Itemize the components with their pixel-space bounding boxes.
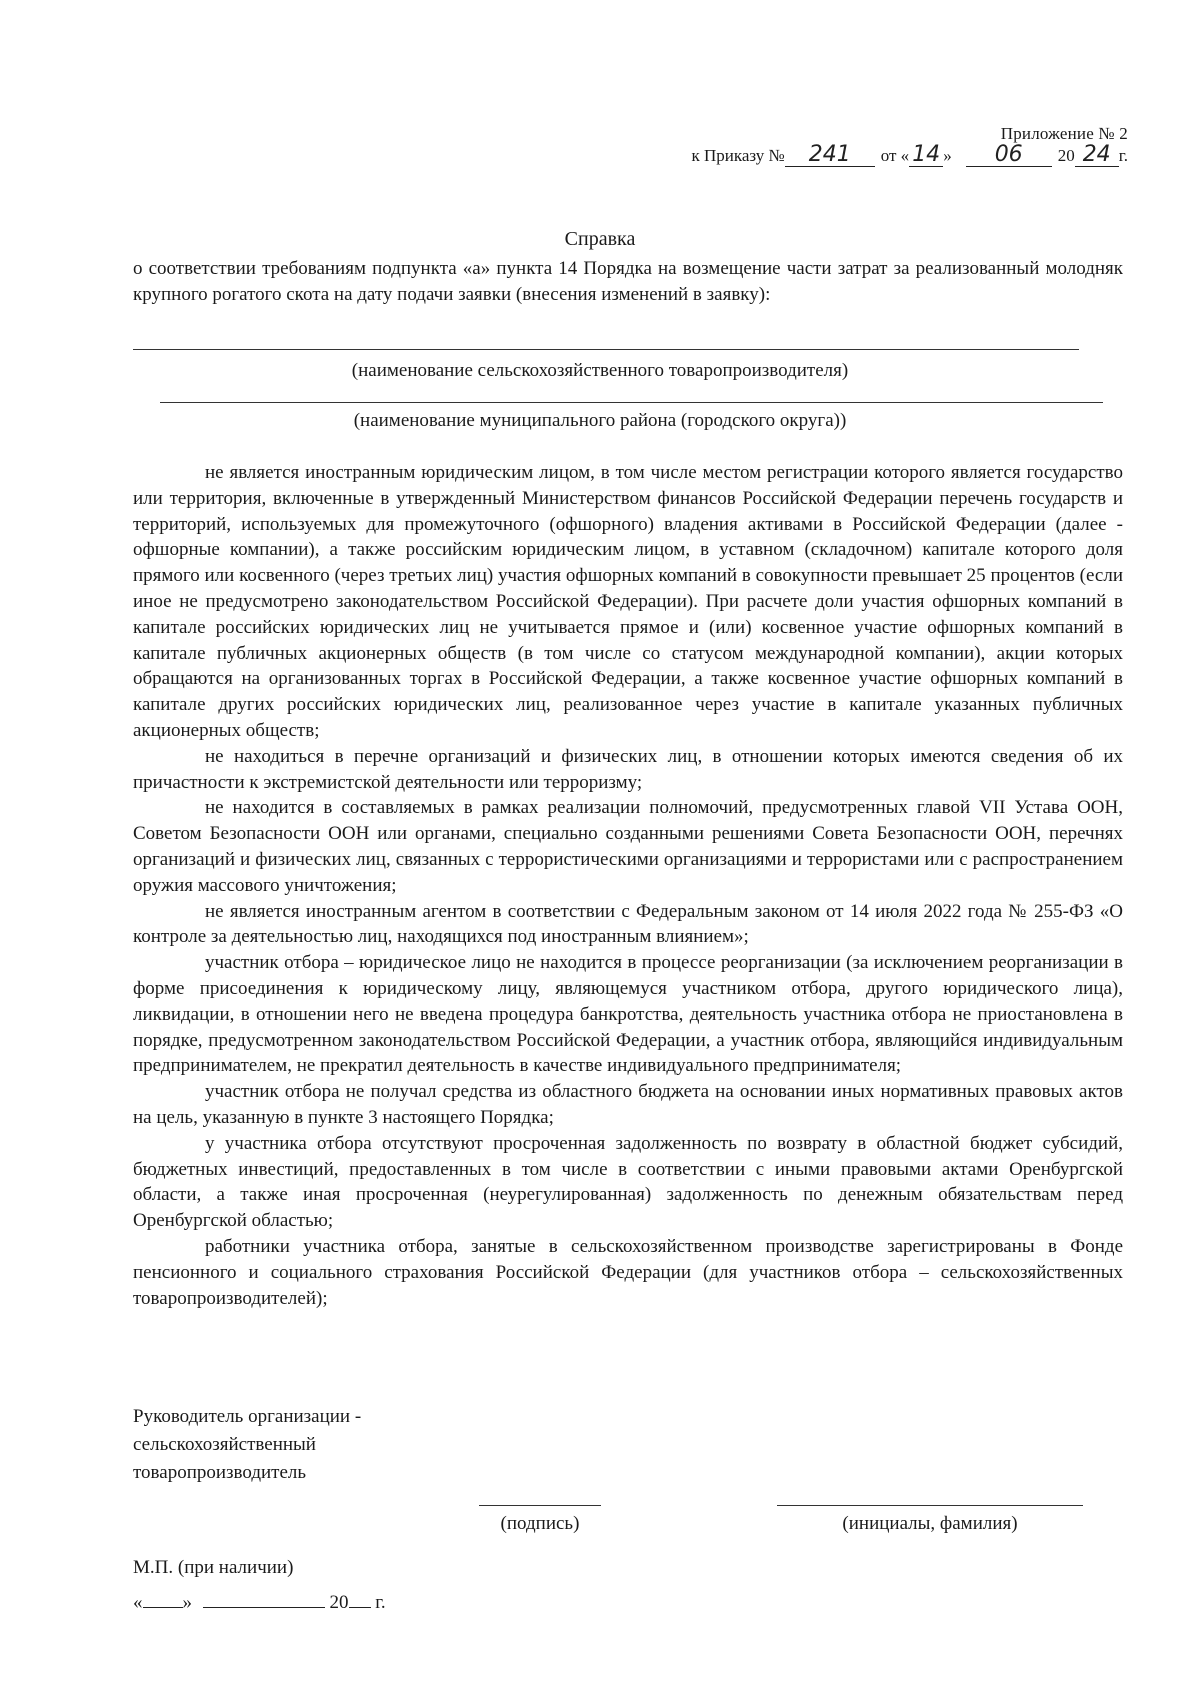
name-caption: (инициалы, фамилия)	[842, 1513, 1018, 1534]
order-day: 14	[912, 142, 941, 167]
order-number: 241	[808, 142, 851, 167]
name-line[interactable]	[777, 1505, 1083, 1506]
producer-name-caption: (наименование сельскохозяйственного товаропроизводителя)	[351, 360, 849, 381]
paragraph-extremism: не находиться в перечне организаций и физических лиц, в отношении которых имеются сведения об их причастности к экстремистской деятельности или терроризму;	[133, 745, 1123, 793]
paragraph-reorganization: участник отбора – юридическое лицо не находится в процессе реорганизации (за исключением реорганизации в форме присоединения к юридическому лицу, являющемуся участником отбора, другого юридического лица), ликвидации, в отношении него не введена процедура банкротства, деятельность участника отбора не приостановлена в порядке, предусмотренном законодательством Российской Федерации, а участник отбора, являющийся индивидуальным предпринимателем, не прекратил деятельность в качестве индивидуального предпринимателя;	[133, 952, 1123, 1077]
certificate-body	[133, 460, 1123, 1311]
paragraph-debt: у участника отбора отсутствуют просроченная задолженность по возврату в областной бюджет субсидий, бюджетных инвестиций, предоставленных в том числе в соответствии с иными правовыми актами Оренбургской области, а также иная просроченная (неурегулированная) задолженность по денежным обязательствам перед Оренбургской областью;	[133, 1132, 1123, 1232]
document-title: Справка	[564, 228, 636, 250]
date-month-field[interactable]	[203, 1587, 325, 1608]
producer-name-line[interactable]	[133, 349, 1079, 350]
paragraph-foreign-agent: не является иностранным агентом в соответствии с Федеральным законом от 14 июля 2022 года № 255-ФЗ «О контроле за деятельностью лиц, находящихся под иностранным влиянием»;	[133, 900, 1123, 948]
signing-date	[133, 1587, 386, 1614]
paragraph-un-lists: не находится в составляемых в рамках реализации полномочий, предусмотренных главой VII Устава ООН, Советом Безопасности ООН или органами, специально созданными решениями Совета Безопасности ООН, перечнях организаций и физических лиц, связанных с террористическими организациями и террористами или с распространением оружия массового уничтожения;	[133, 797, 1123, 896]
year-unit: г.	[1118, 146, 1128, 165]
order-year: 24	[1082, 142, 1111, 167]
signer-line-1: Руководитель организации -	[133, 1406, 362, 1427]
date-century: 20	[329, 1592, 349, 1613]
appendix-label: Приложение № 2	[1000, 124, 1128, 143]
district-name-line[interactable]	[160, 402, 1103, 403]
order-number-field	[785, 144, 875, 167]
signer-title	[133, 1403, 361, 1487]
date-close-quote: »	[943, 146, 952, 165]
paragraph-offshore: не является иностранным юридическим лицом, в том числе местом регистрации которого является государство или территория, включенные в утвержденный Министерством финансов Российской Федерации перечень государств и территорий, используемых для промежуточного (офшорного) владения активами в Российской Федерации (далее - офшорные компании), а также российским юридическим лицом, в уставном (складочном) капитале которого доля прямого или косвенного (через третьих лиц) участия офшорных компаний в совокупности превышает 25 процентов (если иное не предусмотрено законодательством Российской Федерации). При расчете доли участия офшорных компаний в капитале российских юридических лиц не учитывается прямое и (или) косвенное участие офшорных компаний в капитале публичных акционерных обществ (в том числе со статусом международной компании), акции которых обращаются на организованных торгах в Российской Федерации, а также косвенное участие офшорных компаний в капитале других российских юридических лиц, реализованное через участие в капитале указанных публичных акционерных обществ;	[133, 462, 1123, 741]
order-reference	[691, 144, 1128, 167]
stamp-label: М.П. (при наличии)	[133, 1557, 294, 1578]
order-day-field	[909, 144, 943, 167]
paragraph-budget-funds: участник отбора не получал средства из областного бюджета на основании иных нормативных правовых актов на цель, указанную в пункте 3 настоящего Порядка;	[133, 1081, 1123, 1128]
order-month: 06	[994, 142, 1023, 167]
date-prefix: от «	[880, 146, 910, 165]
document-subtitle: о соответствии требованиям подпункта «а» пункта 14 Порядка на возмещение части затрат за реализованный молодняк крупного рогатого скота на дату подачи заявки (внесения изменений в заявку):	[133, 258, 1123, 305]
date-day-field[interactable]	[143, 1587, 183, 1608]
date-open-quote: «	[133, 1592, 143, 1613]
signer-line-3: товаропроизводитель	[133, 1462, 307, 1483]
order-month-field	[966, 144, 1052, 167]
signature-caption: (подпись)	[500, 1513, 580, 1534]
signer-line-2: сельскохозяйственный	[133, 1434, 316, 1455]
date-close-quote: »	[182, 1592, 192, 1613]
district-name-caption: (наименование муниципального района (городского округа))	[353, 410, 847, 431]
order-prefix: к Приказу №	[691, 146, 785, 165]
paragraph-employees: работники участника отбора, занятые в сельскохозяйственном производстве зарегистрированы в Фонде пенсионного и социального страхования Российской Федерации (для участников отбора – сельскохозяйственных товаропроизводителей);	[133, 1235, 1123, 1309]
signature-line[interactable]	[479, 1505, 601, 1506]
order-year-field	[1075, 144, 1119, 167]
year-prefix: 20	[1057, 146, 1075, 165]
date-year-unit: г.	[375, 1592, 386, 1613]
date-year-field[interactable]	[349, 1587, 371, 1608]
